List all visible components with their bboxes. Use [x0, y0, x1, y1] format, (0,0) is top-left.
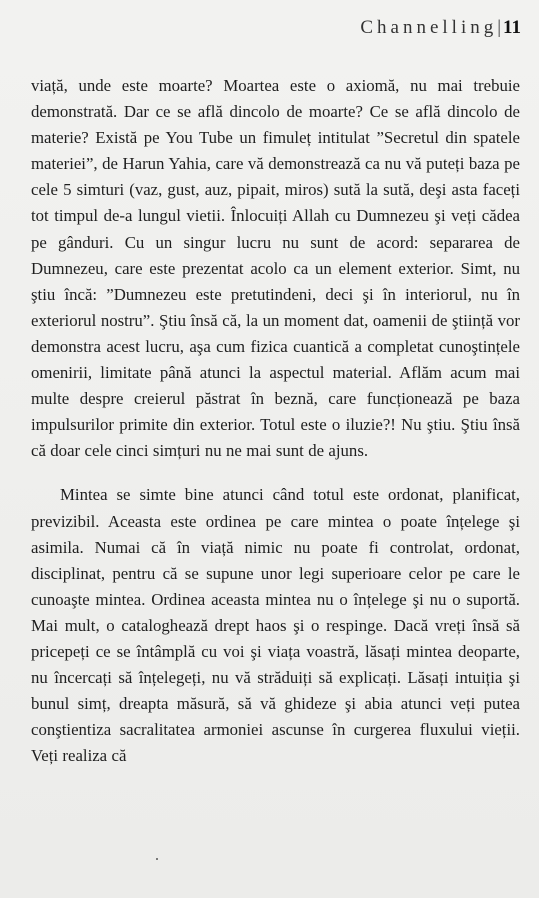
paragraph: Mintea se simte bine atunci când totul este ordonat, planificat, previzibil. Aceasta este ordinea pe care mintea o poate înțelege şi asimila. Numai că în viață nimic nu poate fi controlat, ordonat, disciplinat, pentru că se supune unor legi superioare celor pe care le cunoaşte mintea. Ordinea aceasta mintea nu o înțelege şi nu o suportă. Mai mult, o cataloghează drept haos şi o respinge. Dacă vreți însă să pricepeți ce se întâmplă cu voi şi viața voastră, lăsați mintea deoparte, nu încercați să înțelegeți, nu vă străduiți să explicați. Lăsați intuiția şi bunul simț, dreapta măsură, să vă ghideze şi abia atunci veți putea conştientiza sacralitatea armoniei ascunse în curgerea fluxului vieții. Veți realiza că — [31, 485, 520, 766]
page-number: 11 — [503, 17, 521, 38]
page-body — [31, 73, 520, 769]
paragraph-continued: viață, unde este moarte? Moartea este o axiomă, nu mai trebuie demonstrată. Dar ce se află dincolo de moarte? Ce se află dincolo de materie? Există pe You Tube un fimuleț intitulat ”Secretul din spatele materiei”, de Harun Yahia, care vă demonstrează ca nu vă puteți baza pe cele 5 simturi (vaz, gust, auz, pipait, miros) sută la sută, deşi asta faceți tot timpul de-a lungul vietii. Înlocuiți Allah cu Dumnezeu şi veți cădea pe gânduri. Cu un singur lucru nu sunt de acord: separarea de Dumnezeu, care este prezentat acolo ca un element exterior. Simt, nu ştiu încă: ”Dumnezeu este pretutindeni, deci şi în interiorul, nu în exteriorul nostru”. Ştiu însă că, la un moment dat, oamenii de ştiință vor demonstra acest lucru, aşa cum fizica cuantică a completat cunoştințele omenirii, limitate până atunci la aspectul material. Aflăm acum mai multe despre creierul păstrat în beznă, care funcționează pe baza impulsurilor primite din exterior. Totul este o iluzie?! Nu ştiu. Ştiu însă că doar cele cinci simțuri nu ne mai sunt de ajuns. — [31, 76, 520, 461]
header-separator: | — [497, 17, 502, 38]
running-header — [360, 18, 521, 37]
print-speck — [156, 858, 158, 860]
running-title: Channelling — [360, 17, 498, 38]
